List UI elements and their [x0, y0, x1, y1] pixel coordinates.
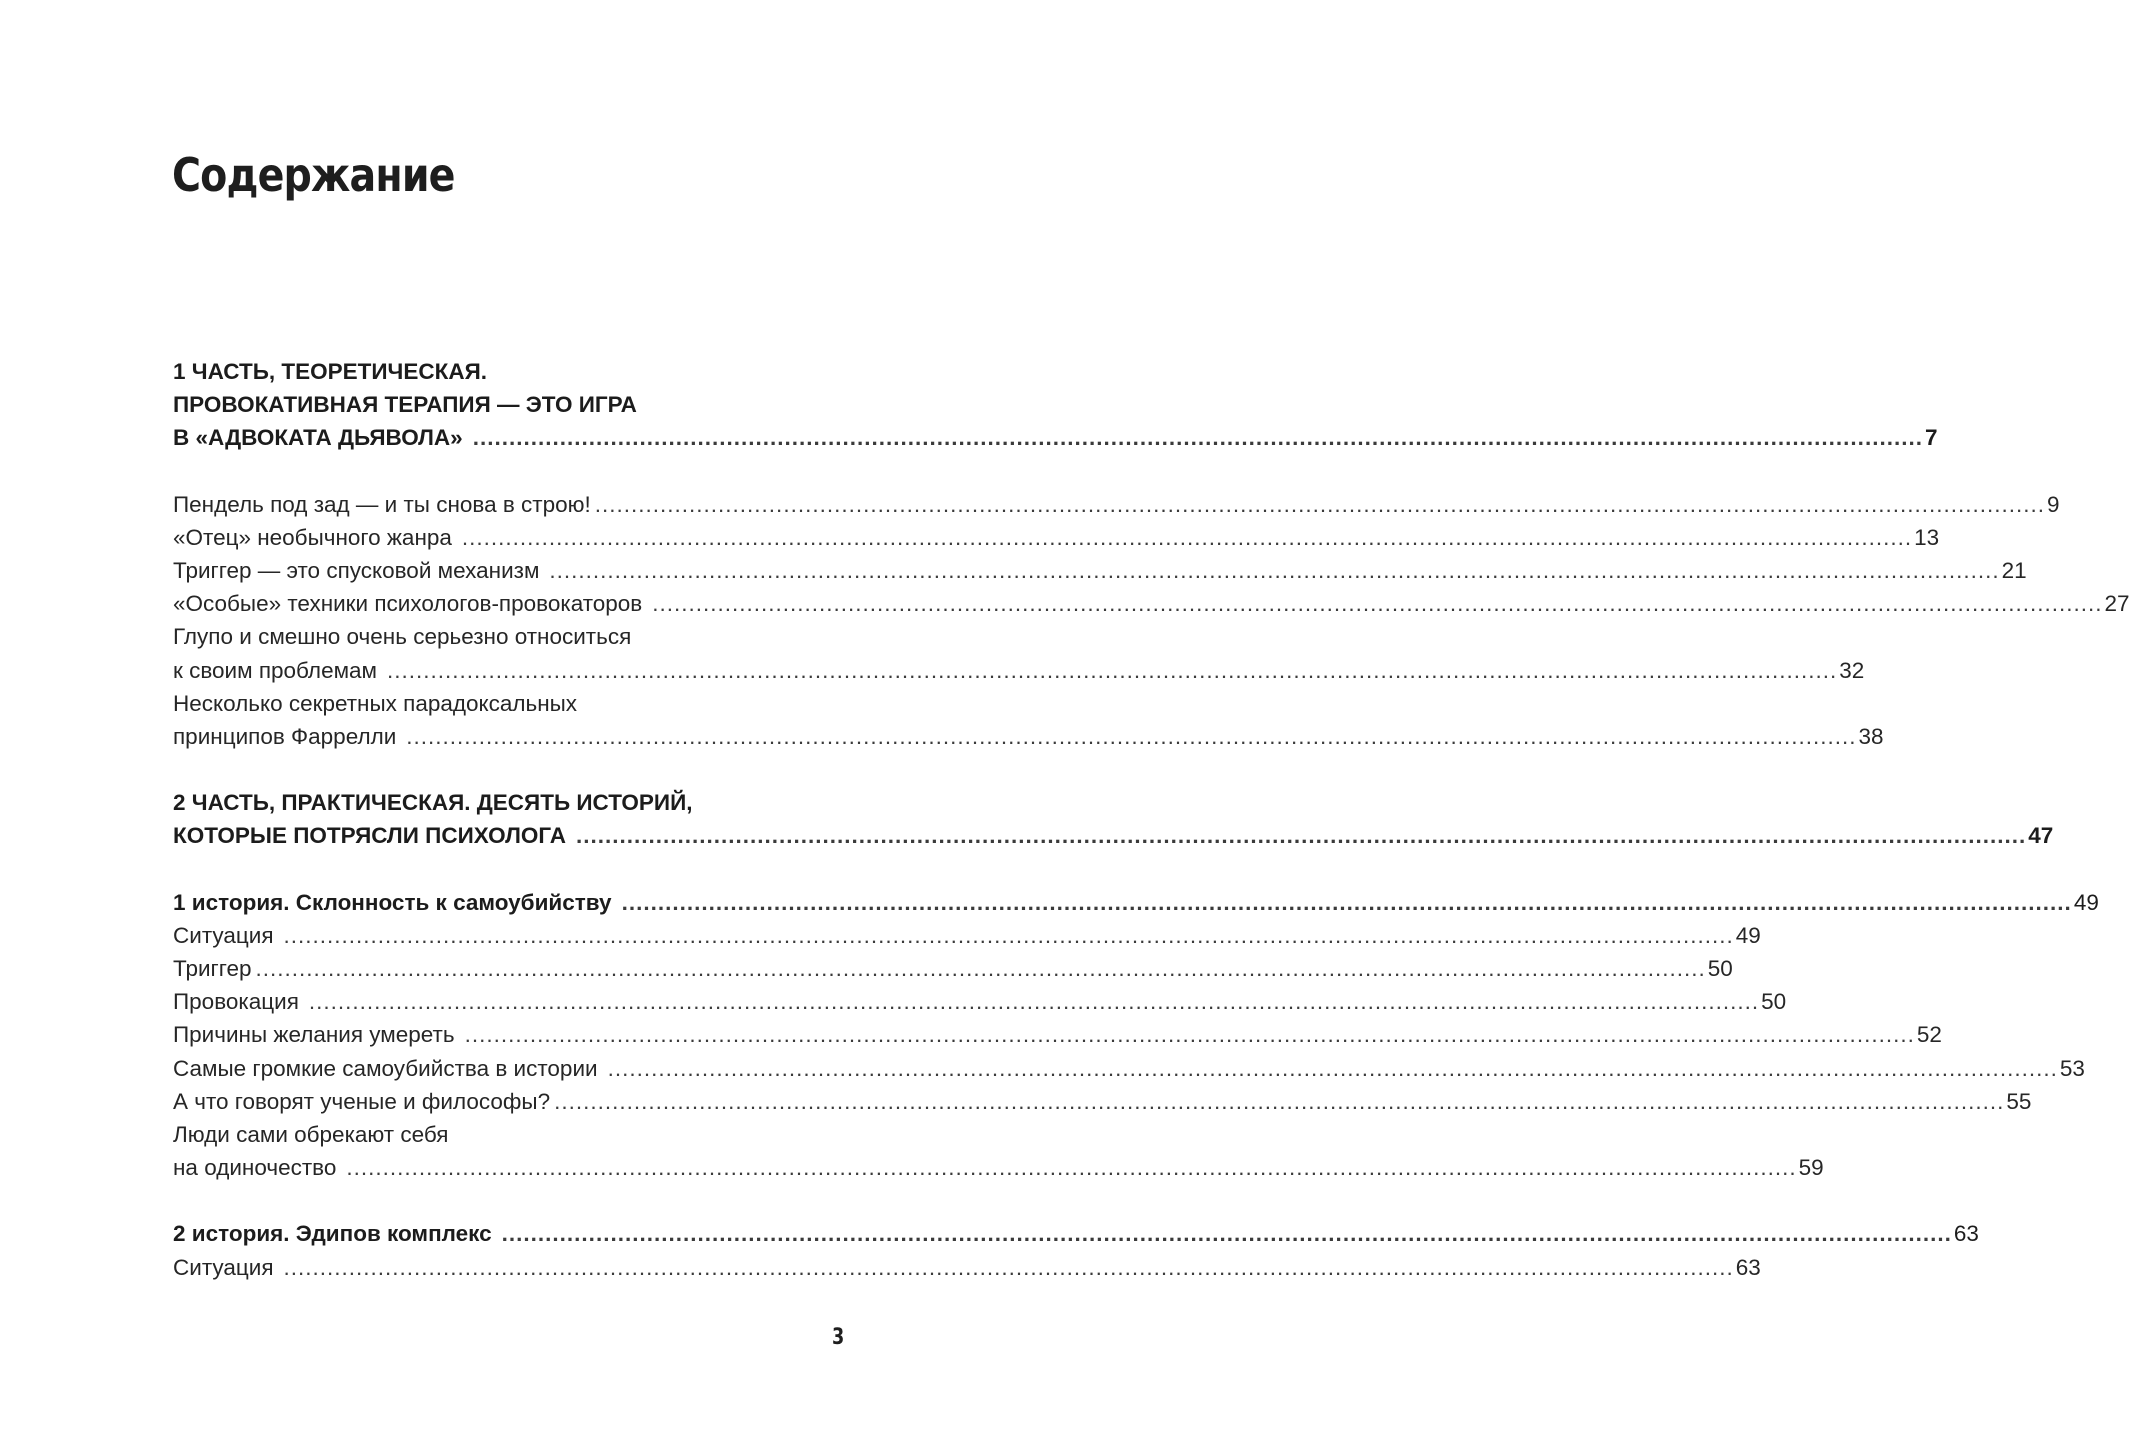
toc-entry[interactable]: [173, 919, 1761, 952]
toc-entry-story-2[interactable]: [173, 1217, 1979, 1250]
page-title: Содержание: [172, 148, 455, 202]
toc-entry-title: 2 история. Эдипов комплекс: [173, 1221, 492, 1247]
toc-entry-title: Ситуация: [173, 922, 274, 948]
leader-dots: ........................................................................................................................................................................................................: [406, 724, 1857, 750]
leader-dots: ........................................................................................................................................................................................................: [575, 823, 2027, 849]
toc-entry-title: В «АДВОКАТА ДЬЯВОЛА»: [173, 425, 463, 451]
toc-entry[interactable]: [173, 521, 1940, 554]
toc-entry-line: 1 ЧАСТЬ, ТЕОРЕТИЧЕСКАЯ.: [173, 359, 488, 384]
toc-entry[interactable]: [173, 488, 2060, 521]
toc-entry-title: «Особые» техники психологов-провокаторов: [173, 591, 643, 617]
toc-entry-title: Ситуация: [173, 1254, 274, 1280]
leader-dots: ........................................................................................................................................................................................................: [549, 558, 2000, 584]
leader-dots: ........................................................................................................................................................................................................: [255, 956, 1706, 982]
toc-entry-title: Причины желания умереть: [173, 1022, 455, 1048]
toc-entry-part-2[interactable]: [173, 786, 2054, 852]
leader-dots: ........................................................................................................................................................................................................: [461, 524, 1913, 550]
toc-entry-title: КОТОРЫЕ ПОТРЯСЛИ ПСИХОЛОГА: [173, 823, 566, 849]
leader-dots: ........................................................................................................................................................................................................: [594, 491, 2046, 517]
toc-page-number: 21: [2001, 558, 2027, 584]
toc-page-number: 59: [1798, 1155, 1824, 1181]
leader-dots: ........................................................................................................................................................................................................: [283, 922, 1734, 948]
toc-entry-line: Глупо и смешно очень серьезно относиться: [173, 624, 632, 650]
leader-dots: ........................................................................................................................................................................................................: [621, 889, 2072, 915]
leader-dots: ........................................................................................................................................................................................................: [607, 1055, 2058, 1081]
page-number: 3: [832, 1325, 845, 1350]
toc-page-number: 50: [1707, 956, 1733, 982]
leader-dots: ........................................................................................................................................................................................................: [652, 591, 2103, 617]
toc-page-number: 53: [2059, 1055, 2085, 1081]
toc-entry[interactable]: [173, 1052, 2085, 1085]
toc-page-number: 32: [1839, 657, 1865, 683]
toc-entry-line: Люди сами обрекают себя: [173, 1122, 449, 1148]
toc-entry[interactable]: [173, 1118, 1824, 1184]
toc-page-number: 63: [1735, 1254, 1761, 1280]
toc-page-number: 50: [1761, 989, 1787, 1015]
toc-entry[interactable]: [173, 687, 1884, 753]
toc-entry[interactable]: [173, 1251, 1761, 1284]
toc-entry-title: 1 история. Склонность к самоубийству: [173, 889, 612, 915]
leader-dots: ........................................................................................................................................................................................................: [554, 1088, 2005, 1114]
toc-entry[interactable]: [173, 620, 1865, 686]
toc-page-number: 55: [2006, 1088, 2032, 1114]
toc-entry-title: Провокация: [173, 989, 299, 1015]
leader-dots: ........................................................................................................................................................................................................: [464, 1022, 1915, 1048]
toc-page-number: 7: [1924, 425, 1938, 451]
toc-entry[interactable]: [173, 1018, 1942, 1051]
toc-entry-title: принципов Фаррелли: [173, 724, 397, 750]
toc-entry-title: Триггер: [173, 956, 252, 982]
toc-entry[interactable]: [173, 985, 1787, 1018]
leader-dots: ........................................................................................................................................................................................................: [283, 1254, 1734, 1280]
toc-page-number: 13: [1914, 524, 1940, 550]
leader-dots: ........................................................................................................................................................................................................: [346, 1155, 1797, 1181]
leader-dots: ........................................................................................................................................................................................................: [501, 1221, 1952, 1247]
toc-entry-title: А что говорят ученые и философы?: [173, 1088, 551, 1114]
toc-page-number: 27: [2104, 591, 2130, 617]
table-of-contents: [173, 355, 2130, 1284]
leader-dots: ........................................................................................................................................................................................................: [308, 989, 1760, 1015]
toc-page-number: 52: [1916, 1022, 1942, 1048]
toc-entry[interactable]: [173, 554, 2027, 587]
leader-dots: ........................................................................................................................................................................................................: [472, 425, 1923, 451]
toc-page-number: 49: [1735, 922, 1761, 948]
toc-entry[interactable]: [173, 952, 1733, 985]
toc-entry-title: Пендель под зад — и ты снова в строю!: [173, 491, 591, 517]
toc-entry-line: 2 ЧАСТЬ, ПРАКТИЧЕСКАЯ. ДЕСЯТЬ ИСТОРИЙ,: [173, 790, 693, 816]
toc-page-number: 47: [2028, 823, 2054, 849]
toc-entry-title: на одиночество: [173, 1155, 337, 1181]
toc-page-number: 49: [2073, 889, 2099, 915]
toc-entry-title: «Отец» необычного жанра: [173, 524, 452, 550]
toc-page-number: 63: [1953, 1221, 1979, 1247]
toc-page-number: 9: [2047, 491, 2060, 517]
toc-entry-line: Несколько секретных парадоксальных: [173, 690, 578, 716]
toc-entry-line: ПРОВОКАТИВНАЯ ТЕРАПИЯ — ЭТО ИГРА: [173, 392, 637, 418]
toc-entry-title: Триггер — это спусковой механизм: [173, 558, 540, 584]
toc-entry-title: Самые громкие самоубийства в истории: [173, 1055, 598, 1081]
toc-entry-title: к своим проблемам: [173, 657, 378, 683]
leader-dots: ........................................................................................................................................................................................................: [387, 657, 1838, 683]
toc-entry[interactable]: [173, 587, 2130, 620]
toc-entry[interactable]: [173, 1085, 2032, 1118]
toc-entry-story-1[interactable]: [173, 886, 2099, 919]
toc-page-number: 38: [1858, 724, 1884, 750]
toc-entry-part-1[interactable]: [173, 355, 1938, 455]
